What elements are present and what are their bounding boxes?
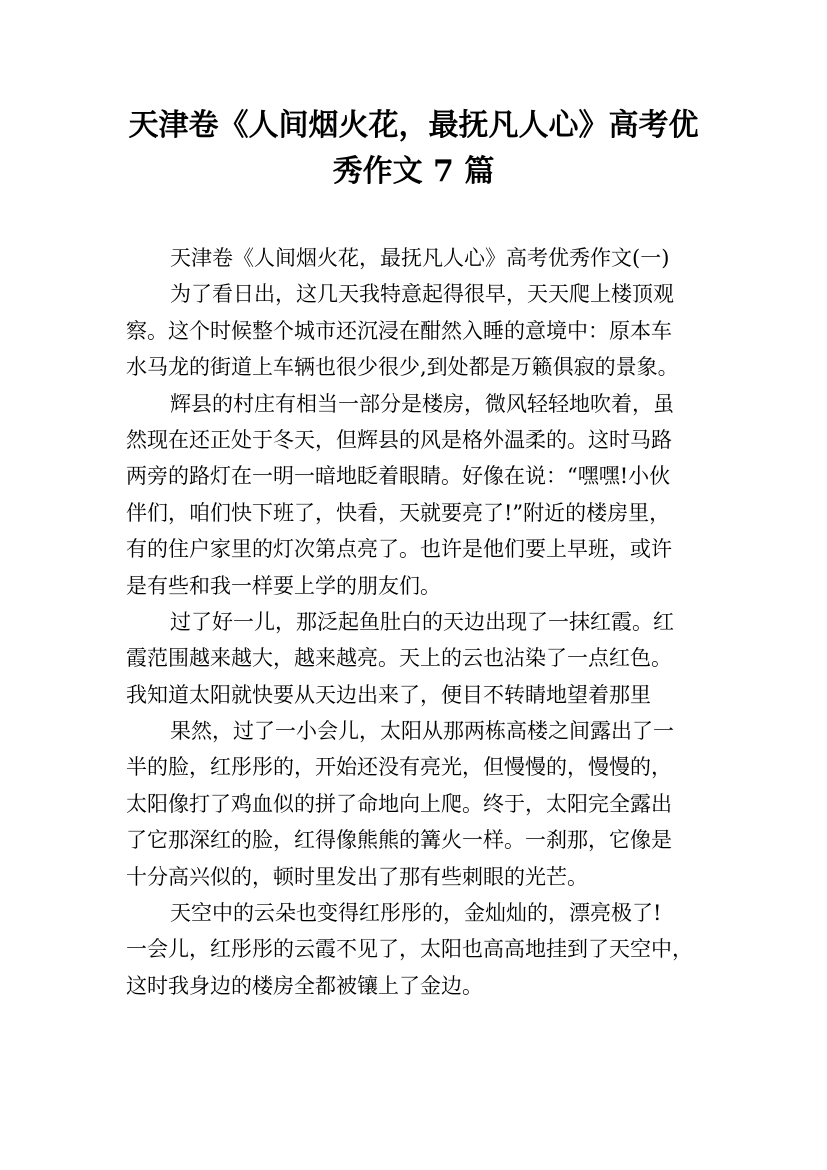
text-line: 两旁的路灯在一明一暗地眨着眼睛。好像在说：“嘿嘿!小伙 — [126, 464, 671, 489]
text-line: 过了好一儿，那泛起鱼肚白的天边出现了一抹红霞。红 — [170, 609, 674, 634]
text-line: 了它那深红的脸，红得像熊熊的篝火一样。一刹那，它像是 — [126, 828, 672, 853]
text-line: 霞范围越来越大，越来越亮。天上的云也沾染了一点红色。 — [126, 646, 672, 671]
text-line: 察。这个时候整个城市还沉浸在酣然入睡的意境中：原本车 — [126, 318, 672, 343]
text-line: 太阳像打了鸡血似的拼了命地向上爬。终于，太阳完全露出 — [126, 791, 672, 816]
document-title — [110, 103, 717, 195]
title-line-2: 秀作文 7 篇 — [332, 154, 495, 189]
text-line: 天空中的云朵也变得红彤彤的，金灿灿的，漂亮极了! — [170, 901, 662, 926]
text-line: 果然，过了一小会儿，太阳从那两栋高楼之间露出了一 — [170, 719, 674, 744]
text-line: 十分高兴似的，顿时里发出了那有些刺眼的光芒。 — [126, 864, 588, 889]
text-line: 然现在还正处于冬天，但辉县的风是格外温柔的。这时马路 — [126, 427, 672, 452]
text-line: 有的住户家里的灯次第点亮了。也许是他们要上早班，或许 — [126, 537, 672, 562]
text-line: 为了看日出，这几天我特意起得很早，天天爬上楼顶观 — [170, 282, 674, 307]
text-line: 水马龙的街道上车辆也很少很少,到处都是万籁俱寂的景象。 — [126, 355, 679, 380]
text-line: 伴们，咱们快下班了，快看，天就要亮了!”附近的楼房里， — [126, 500, 671, 525]
text-line: 是有些和我一样要上学的朋友们。 — [126, 573, 441, 598]
title-line-1: 天津卷《人间烟火花，最抚凡人心》高考优 — [128, 108, 699, 143]
text-line: 我知道太阳就快要从天边出来了，便目不转睛地望着那里 — [126, 682, 651, 707]
text-line: 半的脸，红彤彤的，开始还没有亮光，但慢慢的，慢慢的， — [126, 755, 672, 780]
text-line: 辉县的村庄有相当一部分是楼房，微风轻轻地吹着，虽 — [170, 391, 674, 416]
text-line: 一会儿，红彤彤的云霞不见了，太阳也高高地挂到了天空中， — [126, 937, 693, 962]
essay-body — [126, 240, 706, 1004]
text-line: 这时我身边的楼房全都被镶上了金边。 — [126, 973, 483, 998]
text-line: 天津卷《人间烟火花，最抚凡人心》高考优秀作文(一) — [170, 246, 670, 270]
